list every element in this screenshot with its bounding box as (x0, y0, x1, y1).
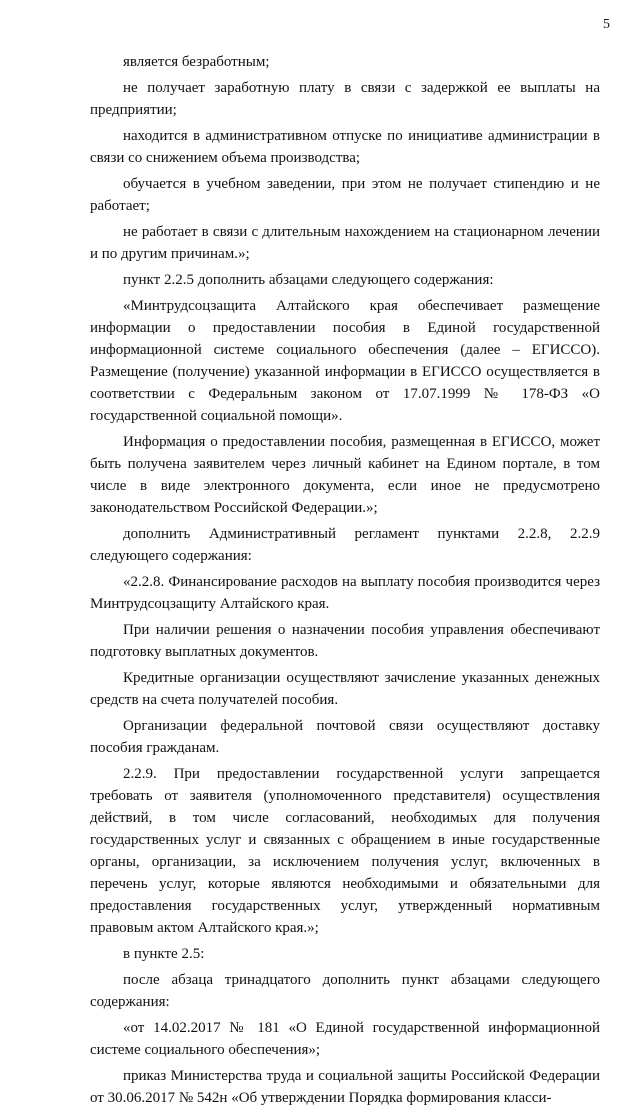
paragraph: не получает заработную плату в связи с задержкой ее выплаты на предприятии; (90, 80, 600, 118)
paragraph: является безработным; (123, 54, 270, 70)
paragraph: «от 14.02.2017 № 181 «О Единой государственной информационной системе социального обеспечения»; (90, 1020, 600, 1058)
paragraph: находится в административном отпуске по инициативе администрации в связи со снижением объема производства; (90, 128, 600, 166)
paragraph: «2.2.8. Финансирование расходов на выплату пособия производится через Минтрудсоцзащиту Алтайского края. (90, 574, 600, 612)
page-number: 5 (603, 17, 610, 32)
paragraph: Информация о предоставлении пособия, размещенная в ЕГИССО, может быть получена заявителем через личный кабинет на Едином портале, в том числе в виде электронного документа, если иное не предусмотрено законодательством Российской Федерации.»; (90, 434, 600, 516)
paragraph: не работает в связи с длительным нахождением на стационарном лечении и по другим причинам.»; (90, 224, 600, 262)
document-body (90, 51, 600, 1109)
paragraph: в пункте 2.5: (123, 946, 205, 962)
paragraph: после абзаца тринадцатого дополнить пункт абзацами следующего содержания: (90, 972, 600, 1010)
paragraph: приказ Министерства труда и социальной защиты Российской Федерации от 30.06.2017 № 542н «Об утверждении Порядка формирования класси- (90, 1068, 600, 1106)
paragraph: Организации федеральной почтовой связи осуществляют доставку пособия гражданам. (90, 718, 600, 756)
paragraph: обучается в учебном заведении, при этом не получает стипендию и не работает; (90, 176, 600, 214)
paragraph: При наличии решения о назначении пособия управления обеспечивают подготовку выплатных документов. (90, 622, 600, 660)
paragraph: пункт 2.2.5 дополнить абзацами следующего содержания: (123, 272, 494, 288)
paragraph: «Минтрудсоцзащита Алтайского края обеспечивает размещение информации о предоставлении пособия в Единой государственной информационной системе социального обеспечения (далее – ЕГИССО). Размещение (получение) указанной информации в ЕГИССО осуществляется в соответствии с Федеральным законом от 17.07.1999 № 178-ФЗ «О государственной социальной помощи». (90, 298, 600, 424)
paragraph: Кредитные организации осуществляют зачисление указанных денежных средств на счета получателей пособия. (90, 670, 600, 708)
paragraph: 2.2.9. При предоставлении государственной услуги запрещается требовать от заявителя (уполномоченного представителя) осуществления действий, в том числе согласований, необходимых для получения государственных услуг и связанных с обращением в иные государственные органы, организации, за исключением получения услуг, включенных в перечень услуг, которые являются необходимыми и обязательными для предоставления государственных услуг, утвержденный нормативным правовым актом Алтайского края.»; (90, 766, 600, 936)
paragraph: дополнить Административный регламент пунктами 2.2.8, 2.2.9 следующего содержания: (90, 526, 600, 564)
